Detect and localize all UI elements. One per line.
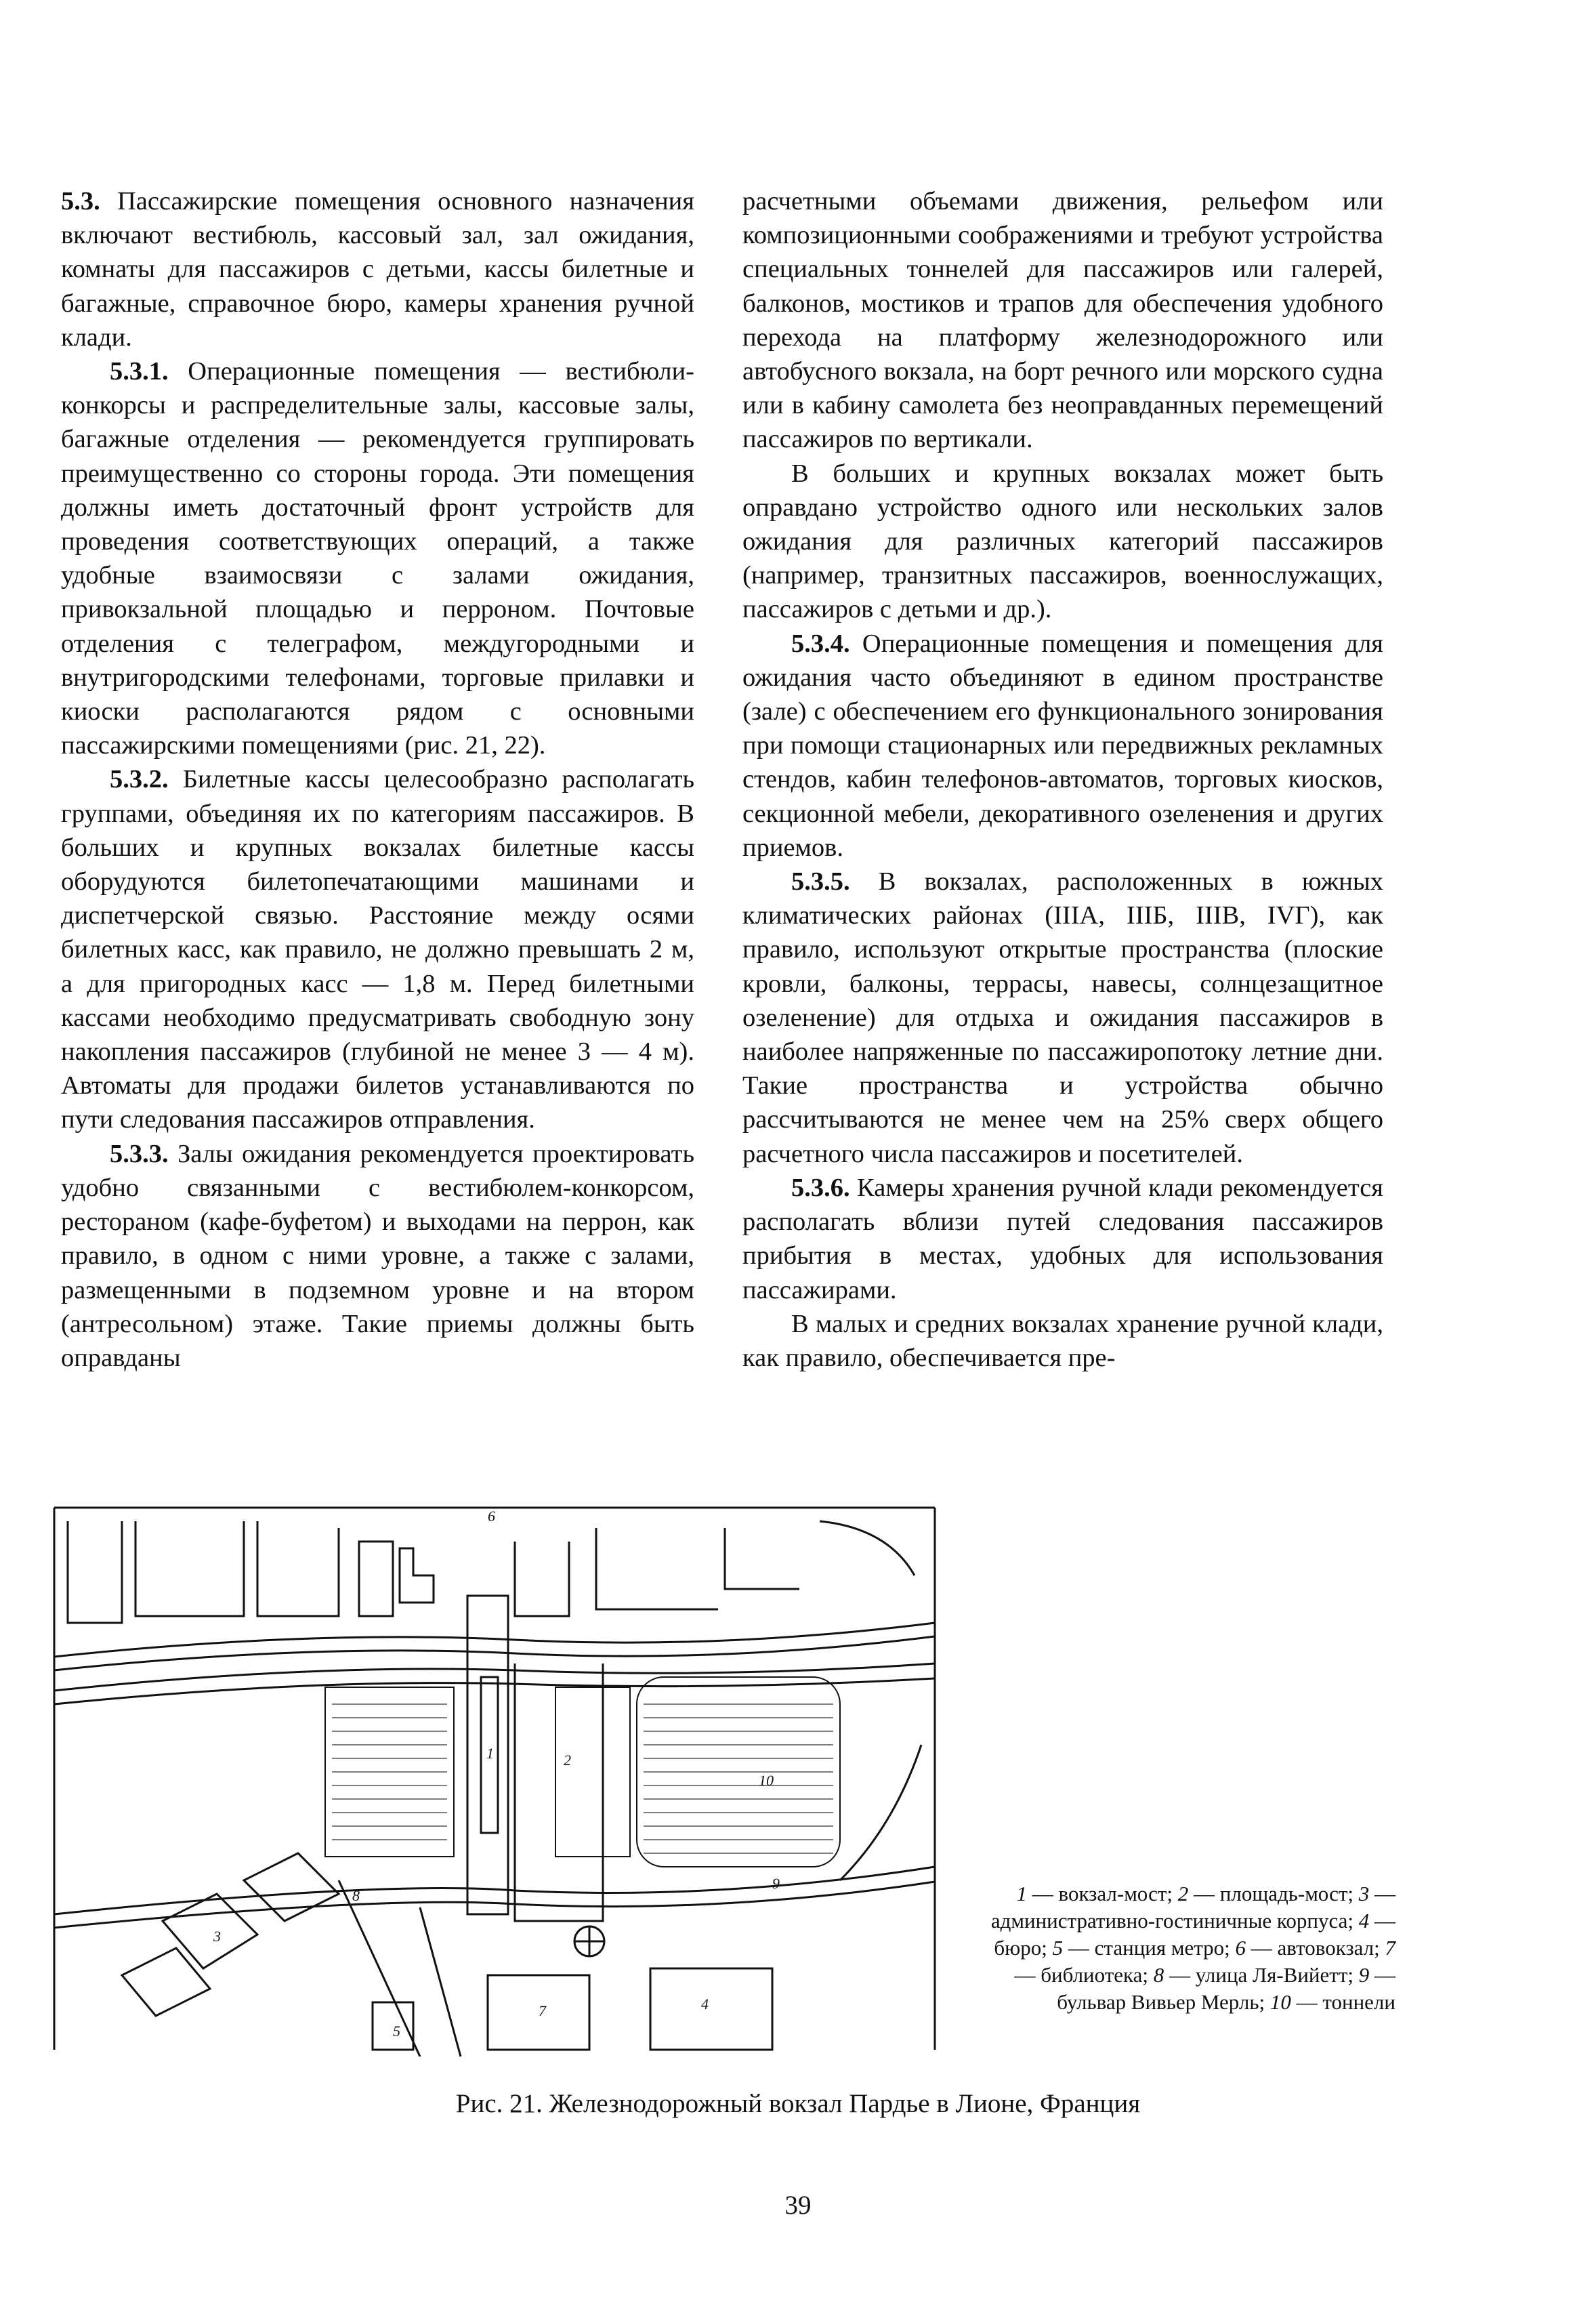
paragraph-text: Камеры хранения ручной клади рекомендуется располагать вблизи путей следования пассажиров прибытия в местах, удобных для использования пассажирами. <box>742 1173 1383 1304</box>
map-label: 1 <box>486 1745 494 1762</box>
map-label: 5 <box>393 2023 400 2040</box>
paragraph <box>61 762 694 1136</box>
section-number: 5.3.6. <box>791 1173 850 1202</box>
station-site-plan <box>41 1501 948 2063</box>
map-label: 6 <box>488 1508 495 1525</box>
paragraph-text: расчетными объемами движения, рельефом или композиционными соображениями и требуют устройства специальных тоннелей для пассажиров или галерей, балконов, мостиков и трапов для обеспечения удобного перехода на платформу железнодорожного или автобусного вокзала, на борт речного или морского судна или в кабину самолета без неоправданных перемещений пассажиров по вертикали. <box>742 187 1383 454</box>
section-number: 5.3.2. <box>110 765 169 794</box>
paragraph-text: Залы ожидания рекомендуется проектировать удобно связанными с вестибюлем-конкорсом, рестораном (кафе-буфетом) и выходами на перрон, как правило, в одном с ними уровне, а также с залами, размещенными в подземном уровне и на втором (антресольном) этаже. Такие приемы должны быть оправданы <box>61 1139 694 1372</box>
legend-item: 5 — станция метро; <box>1052 1936 1236 1960</box>
right-text-column <box>742 184 1383 1375</box>
legend-item: 4 — бюро; <box>994 1909 1395 1960</box>
map-label: 3 <box>213 1928 221 1945</box>
map-label: 8 <box>352 1887 360 1904</box>
figure-legend <box>975 1880 1395 2016</box>
paragraph-text: Пассажирские помещения основного назначения включают вестибюль, кассовый зал, зал ожидания, комнаты для пассажиров с детьми, кассы билетные и багажные, справочное бюро, камеры хранения ручной клади. <box>61 187 694 352</box>
paragraph-text: Операционные помещения и помещения для ожидания часто объединяют в едином пространстве (зале) с обеспечением его функционального зонирования при помощи стационарных или передвижных рекламных стендов, кабин телефонов-автоматов, торговых киосков, секционной мебели, декоративного озеленения и других приемов. <box>742 629 1383 862</box>
legend-item: 2 — площадь-мост; <box>1177 1882 1359 1905</box>
section-number: 5.3.3. <box>110 1139 169 1168</box>
figure-caption: Рис. 21. Железнодорожный вокзал Пардье в Лионе, Франция <box>455 2089 1141 2118</box>
section-number: 5.3.5. <box>791 867 850 896</box>
legend-item: 8 — улица Ля-Вийетт; <box>1153 1963 1359 1987</box>
paragraph-text: Билетные кассы целесообразно располагать группами, объединяя их по категориям пассажиров. В больших и крупных вокзалах билетные кассы оборудуются билетопечатающими машинами и диспетчерской связью. Расстояние между осями билетных касс, как правило, не должно превышать 2 м, а для пригородных касс — 1,8 м. Перед билетными кассами необходимо предусматривать свободную зону накопления пассажиров (глубиной не менее 3 — 4 м). Автоматы для продажи билетов устанавливаются по пути следования пассажиров отправления. <box>61 765 694 1134</box>
map-label: 4 <box>701 1996 709 2012</box>
paragraph <box>742 1307 1383 1375</box>
legend-item: 1 — вокзал-мост; <box>1016 1882 1178 1905</box>
map-label: 10 <box>759 1772 774 1789</box>
map-label: 9 <box>772 1875 780 1892</box>
section-number: 5.3.1. <box>110 357 169 386</box>
map-label: 7 <box>539 2002 546 2019</box>
paragraph <box>61 184 694 354</box>
paragraph <box>61 1137 694 1375</box>
map-label: 2 <box>564 1752 571 1769</box>
paragraph <box>61 354 694 762</box>
legend-item: 6 — автовокзал; <box>1235 1936 1385 1960</box>
paragraph-text: В больших и крупных вокзалах может быть оправдано устройство одного или нескольких залов ожидания для различных категорий пассажиров (например, транзитных пассажиров, военнослужащих, пассажиров с детьми и др.). <box>742 459 1383 624</box>
paragraph <box>742 865 1383 1171</box>
section-number: 5.3. <box>61 187 100 215</box>
paragraph-text: Операционные помещения — вестибюли-конкорсы и распределительные залы, кассовые залы, багажные отделения — рекомендуется группировать преимущественно со стороны города. Эти помещения должны иметь достаточный фронт устройств для проведения соответствующих операций, а также удобные взаимосвязи с залами ожидания, привокзальной площадью и перроном. Почтовые отделения с телеграфом, междугородными и внутригородскими телефонами, торговые прилавки и киоски располагаются рядом с основными пассажирскими помещениями (рис. 21, 22). <box>61 357 694 760</box>
legend-item: 3 — административно-гостиничные корпуса; <box>990 1882 1395 1933</box>
section-number: 5.3.4. <box>791 629 850 658</box>
legend-item: 9 — бульвар Вивьер Мерль; <box>1057 1963 1395 2014</box>
paragraph-text: В малых и средних вокзалах хранение ручной клади, как правило, обеспечивается пре- <box>742 1309 1383 1372</box>
legend-item: 10 — тоннели <box>1269 1990 1395 2014</box>
paragraph <box>742 457 1383 627</box>
paragraph-text: В вокзалах, расположенных в южных климатических районах (IIIА, IIIБ, IIIВ, IVГ), как правило, используют открытые пространства (плоские кровли, балконы, террасы, навесы, солнцезащитное озеленение) для отдыха и ожидания пассажиров в наиболее напряженные по пассажиропотоку летние дни. Такие пространства и устройства обычно рассчитываются не менее чем на 25% сверх общего расчетного числа пассажиров и посетителей. <box>742 867 1383 1168</box>
paragraph <box>742 184 1383 457</box>
left-text-column <box>61 184 694 1375</box>
paragraph <box>742 627 1383 865</box>
paragraph <box>742 1171 1383 1307</box>
page-number: 39 <box>784 2191 812 2220</box>
legend-item: 7 — библиотека; <box>1014 1936 1395 1987</box>
